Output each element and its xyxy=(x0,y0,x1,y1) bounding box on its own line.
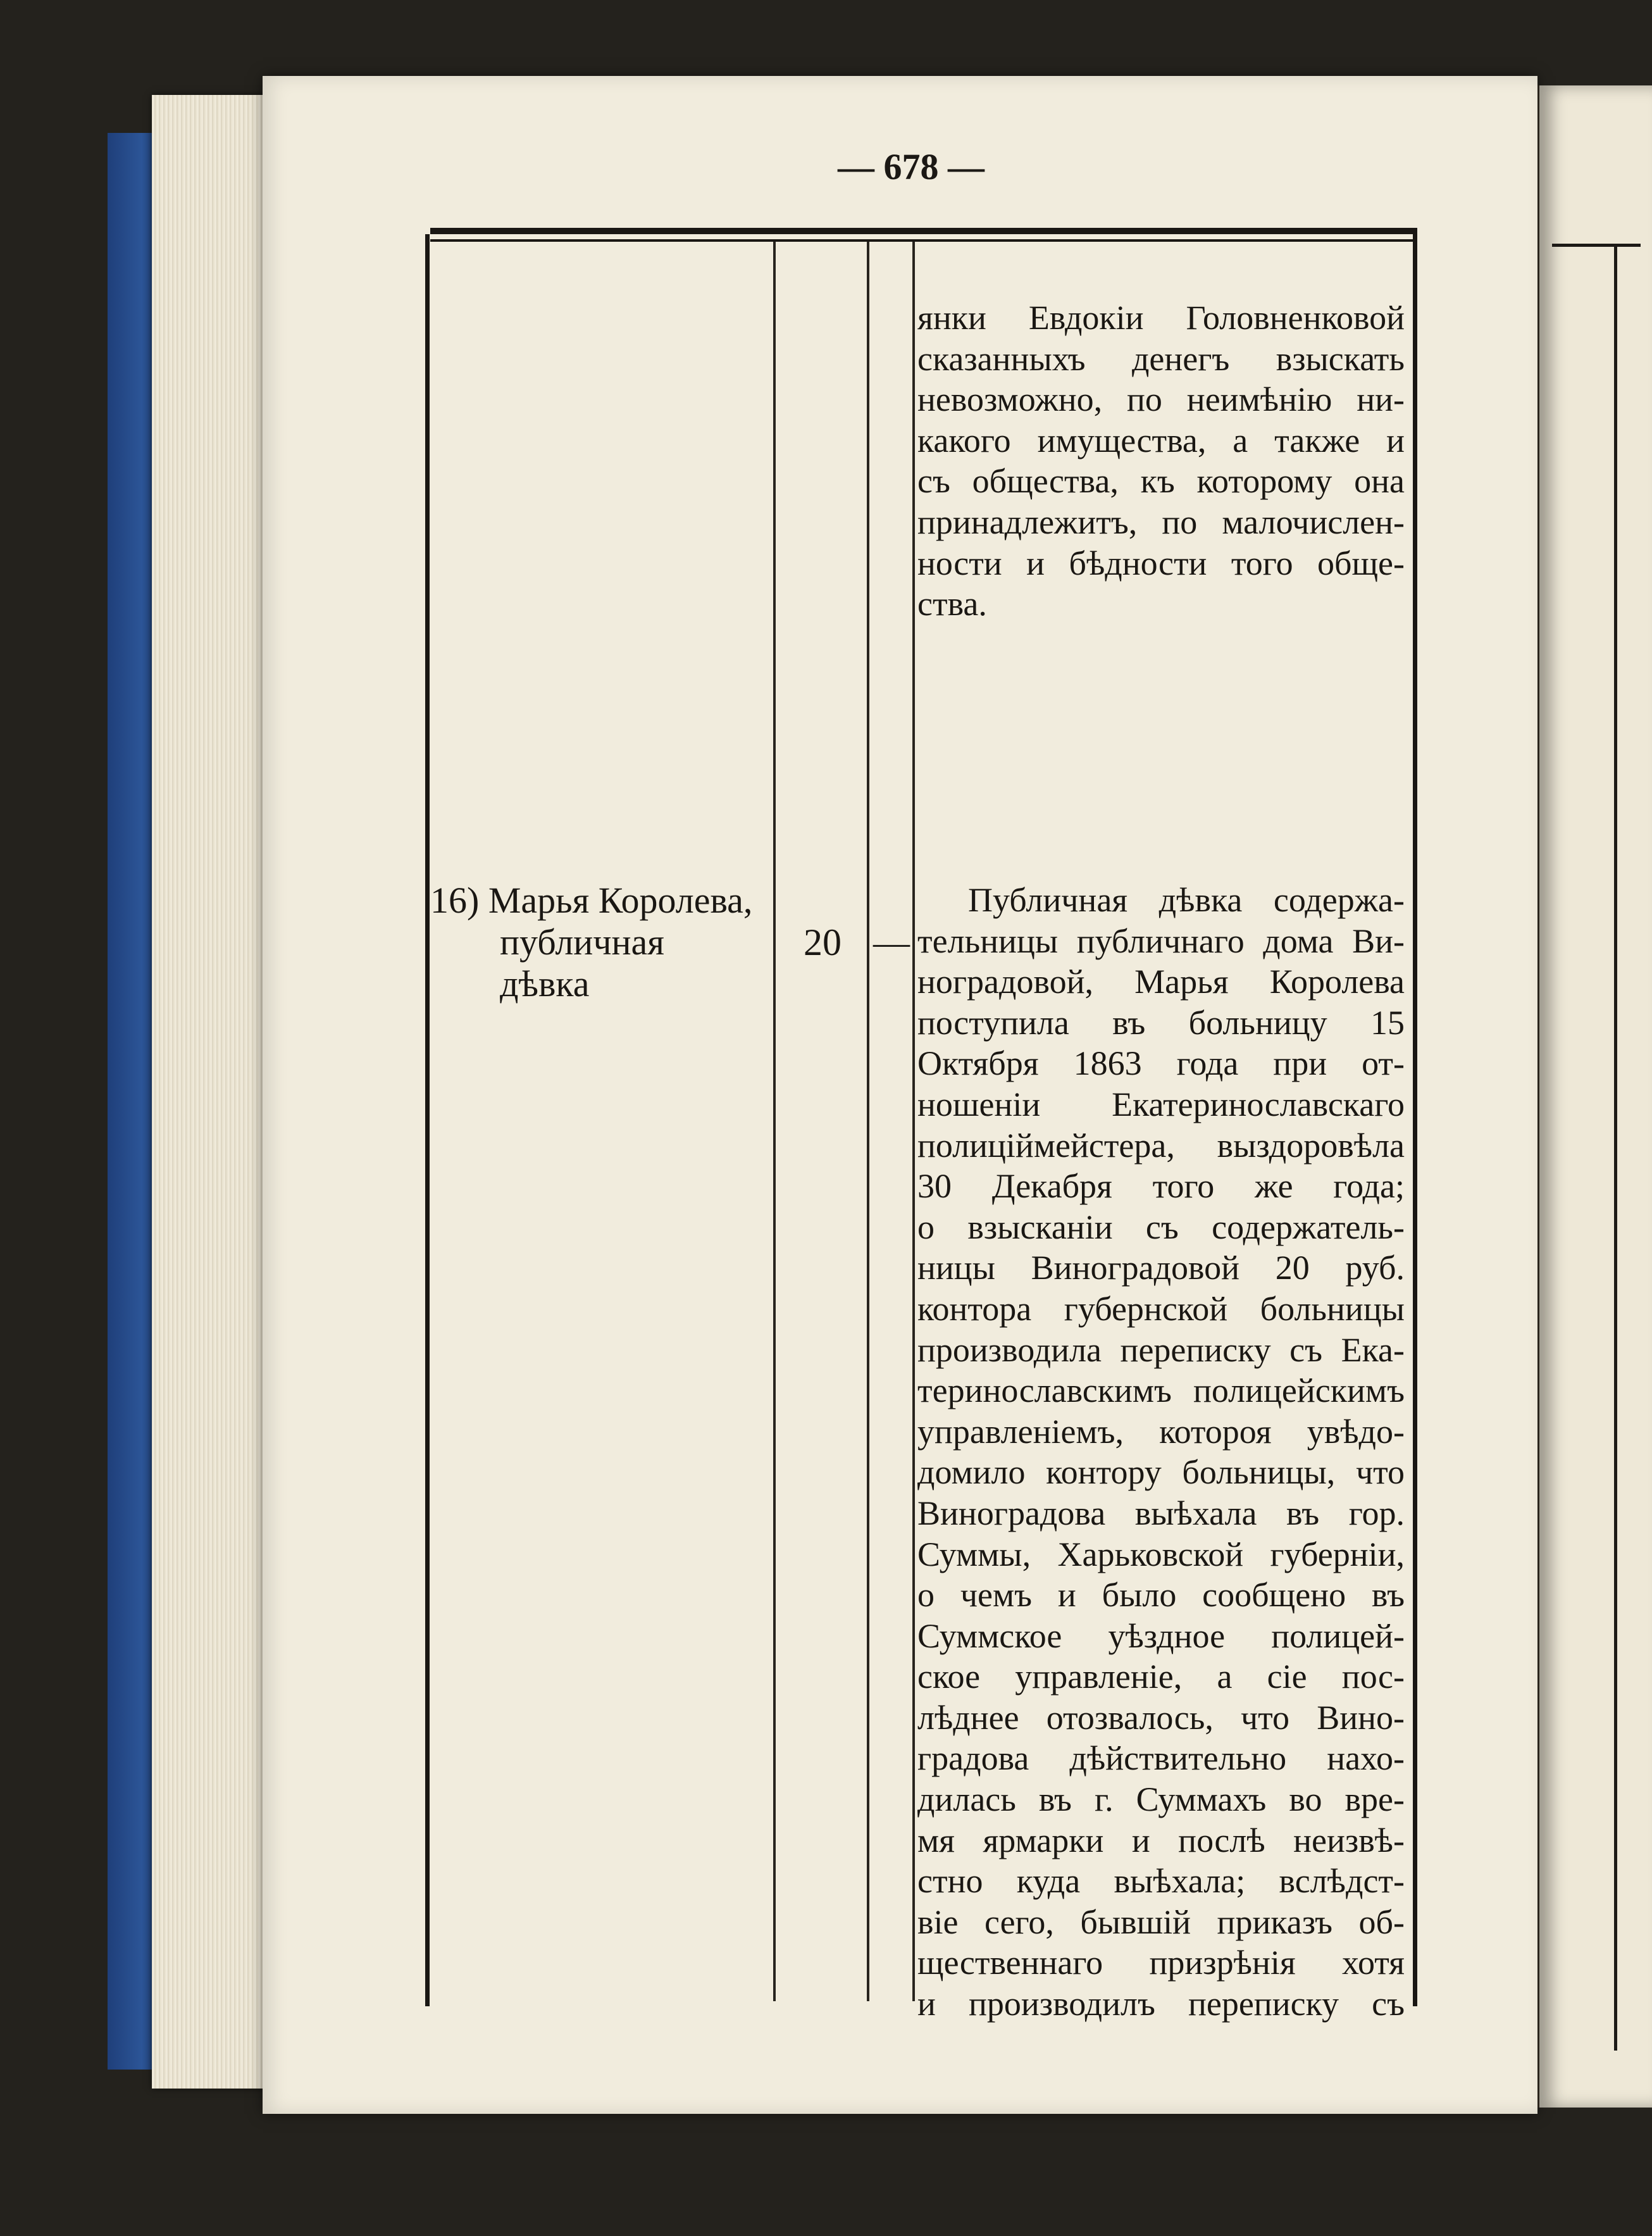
table-left-rule xyxy=(425,234,430,2006)
text-line: поступила въ больницу 15 xyxy=(917,1003,1405,1042)
table-top-rule xyxy=(430,228,1417,234)
text-line: Публичная дѣвка содержа- xyxy=(968,881,1405,919)
text-line: о чемъ и было сообщено въ xyxy=(917,1576,1405,1615)
facing-page-edge xyxy=(1537,85,1652,2108)
text-line: щественнаго призрѣнія хотя xyxy=(917,1944,1405,1982)
table-right-rule xyxy=(1413,234,1417,2006)
text-line: лѣднее отозвалось, что Вино- xyxy=(917,1698,1405,1737)
facing-page-top-rule xyxy=(1552,244,1641,247)
text-line: о взысканіи съ содержатель- xyxy=(917,1208,1405,1246)
text-line: полиціймейстера, выздоровѣла xyxy=(917,1126,1405,1165)
text-line: віе сего, бывшій приказъ об- xyxy=(917,1902,1405,1941)
column-divider-note xyxy=(912,242,915,2001)
text-line: управленіемъ, котороя увѣдо- xyxy=(917,1412,1405,1451)
text-line: Суммы, Харьковской губерніи, xyxy=(917,1535,1405,1573)
text-line: ноградовой, Марья Королева xyxy=(917,963,1405,1001)
entry-name-line: 16) Марья Королева, xyxy=(430,880,753,921)
entry-16-age: 20 xyxy=(804,921,842,963)
text-line: 30 Декабря того же года; xyxy=(917,1167,1405,1206)
text-line: производила переписку съ Ека- xyxy=(917,1330,1405,1369)
table-top-rule-thin xyxy=(430,239,1417,242)
facing-page-rule xyxy=(1614,247,1617,2051)
entry-16-name xyxy=(430,880,759,1005)
text-line: съ общества, къ которому она xyxy=(917,462,1405,501)
text-line: ношеніи Екатеринославскаго xyxy=(917,1085,1405,1123)
column-divider-age xyxy=(867,242,869,2001)
entry-16-description xyxy=(917,880,1405,2025)
text-line: контора губернской больницы xyxy=(917,1289,1405,1328)
text-line: градова дѣйствительно нахо- xyxy=(917,1739,1405,1778)
text-line: дилась въ г. Суммахъ во вре- xyxy=(917,1780,1405,1819)
entry-description-continued xyxy=(917,297,1405,625)
text-line: невозможно, по неимѣнію ни- xyxy=(917,380,1405,419)
text-line: Виноградова выѣхала въ гор. xyxy=(917,1494,1405,1532)
text-line: ницы Виноградовой 20 руб. xyxy=(917,1249,1405,1287)
text-line: сказанныхъ денегъ взыскать xyxy=(917,339,1405,378)
text-line: мя ярмарки и послѣ неизвѣ- xyxy=(917,1821,1405,1859)
text-line: принадлежитъ, по малочислен- xyxy=(917,503,1405,541)
entry-name-line: публичная дѣвка xyxy=(500,921,664,1004)
text-line: тельницы публичнаго дома Ви- xyxy=(917,921,1405,960)
column-divider-name xyxy=(773,242,776,2001)
text-line: теринославскимъ полицейскимъ xyxy=(917,1371,1405,1410)
text-line: стно куда выѣхала; вслѣдст- xyxy=(917,1862,1405,1901)
entry-16-dash: — xyxy=(873,921,910,963)
text-line: ства. xyxy=(917,585,987,623)
page-number: — 678 — xyxy=(838,146,984,187)
text-line: домило контору больницы, что xyxy=(917,1453,1405,1492)
text-line: Октября 1863 года при от- xyxy=(917,1044,1405,1083)
text-line: янки Евдокіи Головненковой xyxy=(917,299,1405,337)
text-line: ности и бѣдности того обще- xyxy=(917,544,1405,582)
page-stack-edges xyxy=(152,95,272,2089)
text-line: какого имущества, а также и xyxy=(917,421,1405,459)
text-line: Суммское уѣздное полицей- xyxy=(917,1616,1405,1655)
register-table xyxy=(430,228,1417,2023)
text-line: ское управленіе, а сіе пос- xyxy=(917,1658,1405,1696)
text-line: и производилъ переписку съ xyxy=(917,1985,1405,2023)
